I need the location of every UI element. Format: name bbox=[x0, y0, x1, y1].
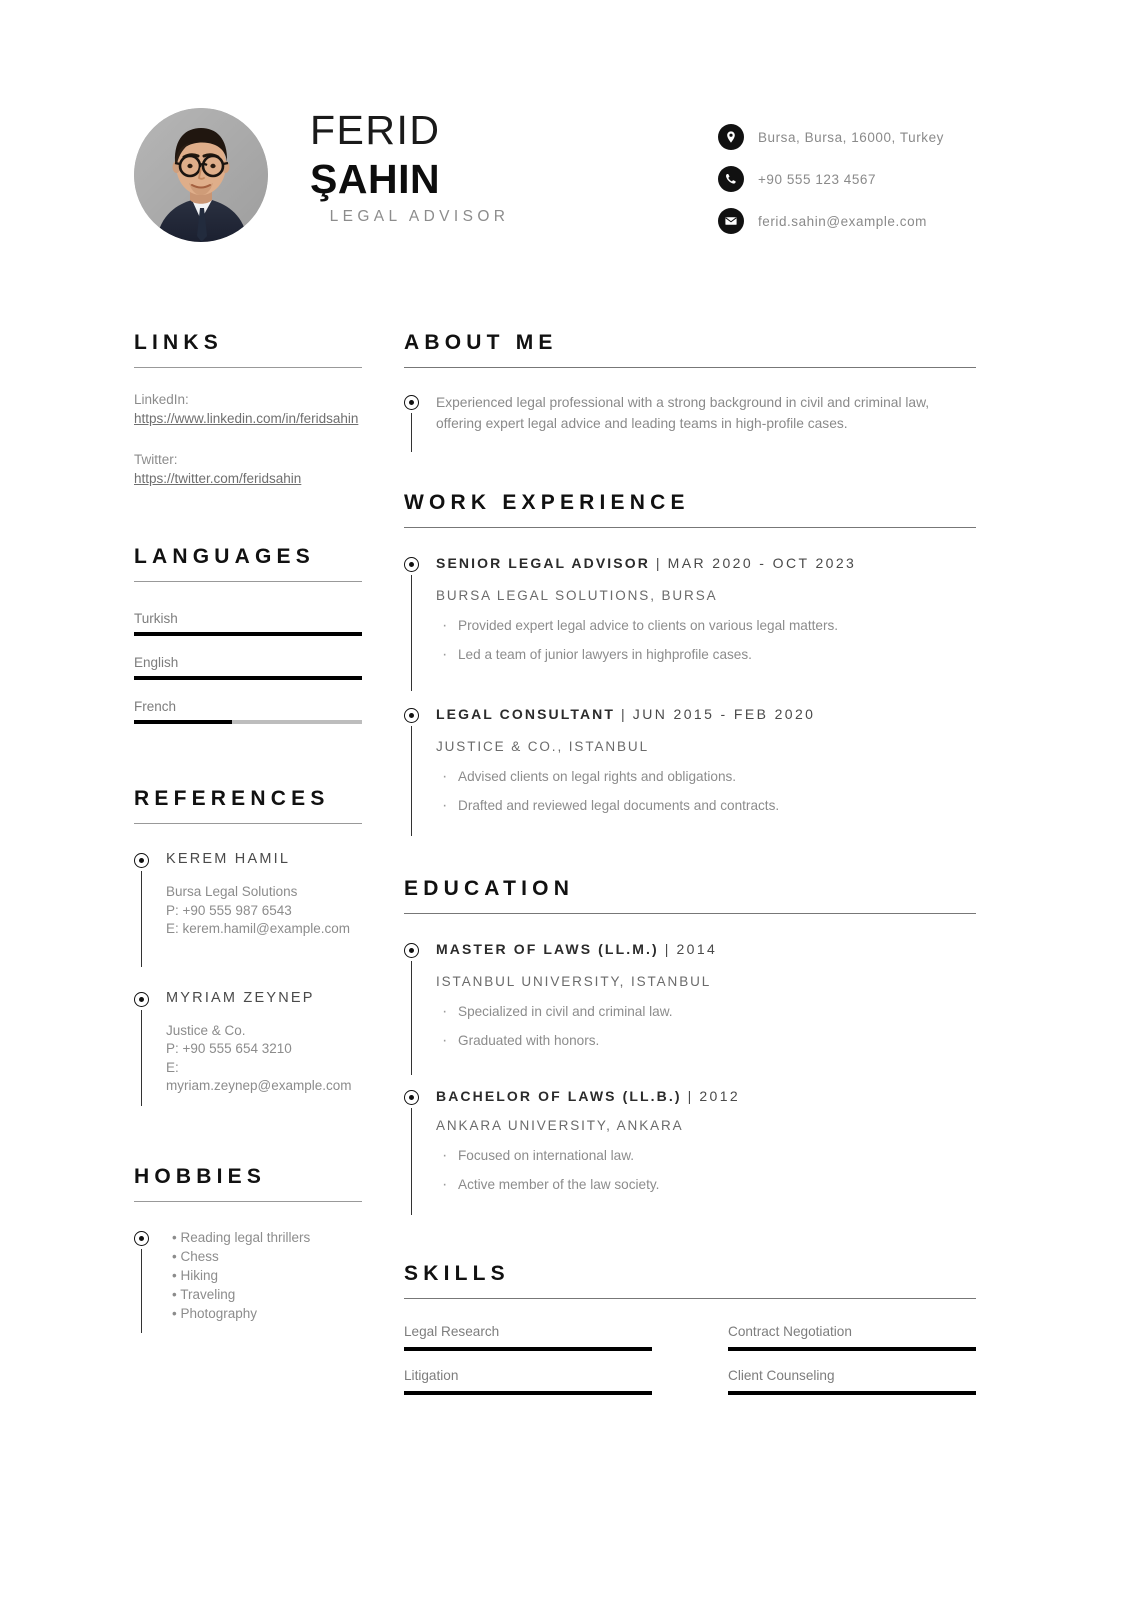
timeline-dot-icon bbox=[134, 853, 149, 868]
education-bullets bbox=[436, 997, 976, 1055]
twitter-url[interactable]: https://twitter.com/feridsahin bbox=[134, 471, 302, 486]
reference-email: E: myriam.zeynep@example.com bbox=[166, 1059, 352, 1093]
skill-item bbox=[404, 1367, 652, 1395]
work-role: LEGAL CONSULTANT bbox=[436, 706, 616, 722]
language-name: French bbox=[134, 699, 177, 714]
skill-item bbox=[728, 1367, 976, 1395]
reference-email: E: kerem.hamil@example.com bbox=[166, 921, 351, 936]
hobby-list-item: • Chess bbox=[172, 1248, 219, 1264]
language-name: English bbox=[134, 655, 179, 670]
contact-email bbox=[718, 208, 1003, 234]
work-title-line bbox=[436, 554, 976, 572]
skill-name: Client Counseling bbox=[728, 1368, 835, 1383]
reference-company: Justice & Co. bbox=[166, 1022, 246, 1038]
education-entry bbox=[404, 1087, 976, 1215]
work-bullet: · Advised clients on legal rights and obligations. bbox=[436, 762, 976, 791]
timeline-dot-icon bbox=[134, 1231, 149, 1246]
last-name: ŞAHIN bbox=[310, 156, 441, 202]
timeline-line bbox=[411, 575, 412, 691]
reference-entry bbox=[134, 989, 362, 1106]
work-bullet: · Provided expert legal advice to clients on various legal matters. bbox=[436, 611, 976, 640]
work-heading: WORK EXPERIENCE bbox=[404, 491, 690, 514]
hobby-list-item: • Reading legal thrillers bbox=[172, 1229, 311, 1245]
skill-bar-track bbox=[728, 1391, 976, 1395]
about-entry bbox=[404, 392, 976, 452]
reference-name: MYRIAM ZEYNEP bbox=[166, 989, 315, 1006]
skill-name: Contract Negotiation bbox=[728, 1324, 852, 1339]
linkedin-url[interactable]: https://www.linkedin.com/in/feridsahin bbox=[134, 411, 359, 426]
work-separator: | bbox=[655, 555, 662, 571]
about-heading: ABOUT ME bbox=[404, 331, 558, 354]
education-heading: EDUCATION bbox=[404, 877, 575, 900]
phone-icon bbox=[718, 166, 744, 192]
education-rule bbox=[404, 913, 976, 914]
section-references bbox=[134, 786, 362, 1106]
contact-list bbox=[718, 124, 1003, 250]
reference-name: KEREM HAMIL bbox=[166, 851, 291, 867]
contact-phone bbox=[718, 166, 1003, 192]
work-bullets bbox=[436, 611, 976, 669]
skill-item bbox=[728, 1323, 976, 1351]
section-skills bbox=[404, 1261, 976, 1411]
timeline-dot-icon bbox=[404, 943, 419, 958]
timeline-line bbox=[411, 961, 412, 1075]
timeline-line bbox=[141, 871, 142, 967]
work-dates: JUN 2015 - FEB 2020 bbox=[632, 706, 816, 722]
skills-column-gap bbox=[652, 1367, 728, 1395]
address-text: Bursa, Bursa, 16000, Turkey bbox=[758, 129, 944, 145]
language-item bbox=[134, 698, 362, 724]
education-bullet: · Focused on international law. bbox=[436, 1141, 976, 1170]
name-block bbox=[310, 106, 710, 226]
skill-bar-fill bbox=[728, 1391, 976, 1395]
education-dates: 2012 bbox=[699, 1088, 741, 1104]
section-work bbox=[404, 490, 976, 836]
job-title: LEGAL ADVISOR bbox=[329, 208, 510, 225]
reference-company: Bursa Legal Solutions bbox=[166, 884, 298, 899]
education-bullet: · Graduated with honors. bbox=[436, 1026, 976, 1055]
timeline-dot-icon bbox=[404, 708, 419, 723]
education-title-line bbox=[436, 1087, 976, 1105]
skill-name: Legal Research bbox=[404, 1324, 500, 1339]
links-heading: LINKS bbox=[134, 331, 223, 354]
main-content bbox=[404, 330, 976, 1411]
languages-heading: LANGUAGES bbox=[134, 545, 315, 568]
work-bullets bbox=[436, 762, 976, 820]
education-org: ANKARA UNIVERSITY, ANKARA bbox=[436, 1118, 684, 1133]
location-pin-icon bbox=[718, 124, 744, 150]
contact-address bbox=[718, 124, 1003, 150]
work-entry bbox=[404, 705, 976, 836]
section-hobbies bbox=[134, 1164, 362, 1333]
link-item-twitter bbox=[134, 450, 362, 488]
about-rule bbox=[404, 367, 976, 368]
skill-bar-fill bbox=[404, 1391, 652, 1395]
hobby-list-item: • Photography bbox=[172, 1305, 258, 1321]
education-dates: 2014 bbox=[676, 941, 718, 957]
hobbies-rule bbox=[134, 1201, 362, 1202]
reference-phone: P: +90 555 654 3210 bbox=[166, 1041, 292, 1056]
education-separator: | bbox=[664, 941, 671, 957]
education-bullet: · Specialized in civil and criminal law. bbox=[436, 997, 976, 1026]
timeline-dot-icon bbox=[404, 557, 419, 572]
twitter-label: Twitter: bbox=[134, 452, 178, 467]
skills-rule bbox=[404, 1298, 976, 1299]
education-separator: | bbox=[687, 1088, 694, 1104]
first-name: FERID bbox=[310, 107, 441, 153]
references-heading: REFERENCES bbox=[134, 787, 330, 810]
education-entry bbox=[404, 940, 976, 1075]
work-bullet: · Drafted and reviewed legal documents and contracts. bbox=[436, 791, 976, 820]
section-links bbox=[134, 330, 362, 488]
skill-bar-fill bbox=[728, 1347, 976, 1351]
skills-grid bbox=[404, 1323, 976, 1411]
language-bar-track bbox=[134, 676, 362, 680]
work-org: BURSA LEGAL SOLUTIONS, BURSA bbox=[436, 588, 718, 603]
timeline-line bbox=[411, 413, 412, 452]
envelope-icon bbox=[718, 208, 744, 234]
skill-bar-track bbox=[404, 1391, 652, 1395]
education-org: ISTANBUL UNIVERSITY, ISTANBUL bbox=[436, 974, 712, 989]
language-bar-track bbox=[134, 632, 362, 636]
work-org: JUSTICE & CO., ISTANBUL bbox=[436, 739, 649, 754]
section-languages bbox=[134, 544, 362, 724]
hobby-list-item: • Hiking bbox=[172, 1267, 218, 1283]
language-bar-track bbox=[134, 720, 362, 724]
about-text: Experienced legal professional with a strong background in civil and criminal law, offering expert legal advice and leading teams in high-profile cases. bbox=[436, 395, 930, 431]
linkedin-label: LinkedIn: bbox=[134, 392, 189, 407]
work-role: SENIOR LEGAL ADVISOR bbox=[436, 555, 650, 571]
skill-bar-track bbox=[404, 1347, 652, 1351]
skills-heading: SKILLS bbox=[404, 1262, 510, 1285]
language-name: Turkish bbox=[134, 611, 178, 626]
timeline-line bbox=[141, 1249, 142, 1333]
languages-rule bbox=[134, 581, 362, 582]
hobbies-entry bbox=[134, 1228, 362, 1333]
language-item bbox=[134, 610, 362, 636]
timeline-line bbox=[141, 1010, 142, 1106]
reference-entry bbox=[134, 850, 362, 967]
timeline-line bbox=[411, 726, 412, 836]
language-bar-fill bbox=[134, 632, 362, 636]
education-title-line bbox=[436, 940, 976, 958]
section-about bbox=[404, 330, 976, 452]
link-item-linkedin bbox=[134, 390, 362, 428]
reference-phone: P: +90 555 987 6543 bbox=[166, 902, 292, 918]
skill-bar-fill bbox=[404, 1347, 652, 1351]
education-degree: BACHELOR OF LAWS (LL.B.) bbox=[436, 1088, 682, 1104]
section-education bbox=[404, 876, 976, 1215]
hobby-list-item: • Traveling bbox=[172, 1286, 236, 1302]
timeline-dot-icon bbox=[404, 1090, 419, 1105]
sidebar bbox=[134, 330, 362, 1333]
references-rule bbox=[134, 823, 362, 824]
education-degree: MASTER OF LAWS (LL.M.) bbox=[436, 941, 659, 957]
language-bar-fill bbox=[134, 676, 362, 680]
links-rule bbox=[134, 367, 362, 368]
language-bar-fill bbox=[134, 720, 232, 724]
email-text: ferid.sahin@example.com bbox=[758, 213, 927, 229]
skill-item bbox=[404, 1323, 652, 1351]
skills-column-gap bbox=[652, 1323, 728, 1351]
timeline-dot-icon bbox=[134, 992, 149, 1007]
skill-bar-track bbox=[728, 1347, 976, 1351]
work-bullet: · Led a team of junior lawyers in highprofile cases. bbox=[436, 640, 976, 669]
timeline-line bbox=[411, 1108, 412, 1215]
avatar bbox=[134, 108, 268, 242]
work-dates: MAR 2020 - OCT 2023 bbox=[667, 555, 857, 571]
education-bullets bbox=[436, 1141, 976, 1199]
hobbies-heading: HOBBIES bbox=[134, 1164, 267, 1188]
phone-text: +90 555 123 4567 bbox=[758, 171, 877, 187]
education-bullet: · Active member of the law society. bbox=[436, 1170, 976, 1199]
work-title-line bbox=[436, 705, 976, 723]
work-rule bbox=[404, 527, 976, 528]
work-entry bbox=[404, 554, 976, 691]
language-item bbox=[134, 654, 362, 680]
skill-name: Litigation bbox=[404, 1368, 459, 1383]
resume-header bbox=[134, 108, 999, 258]
timeline-dot-icon bbox=[404, 395, 419, 410]
work-separator: | bbox=[621, 706, 627, 722]
